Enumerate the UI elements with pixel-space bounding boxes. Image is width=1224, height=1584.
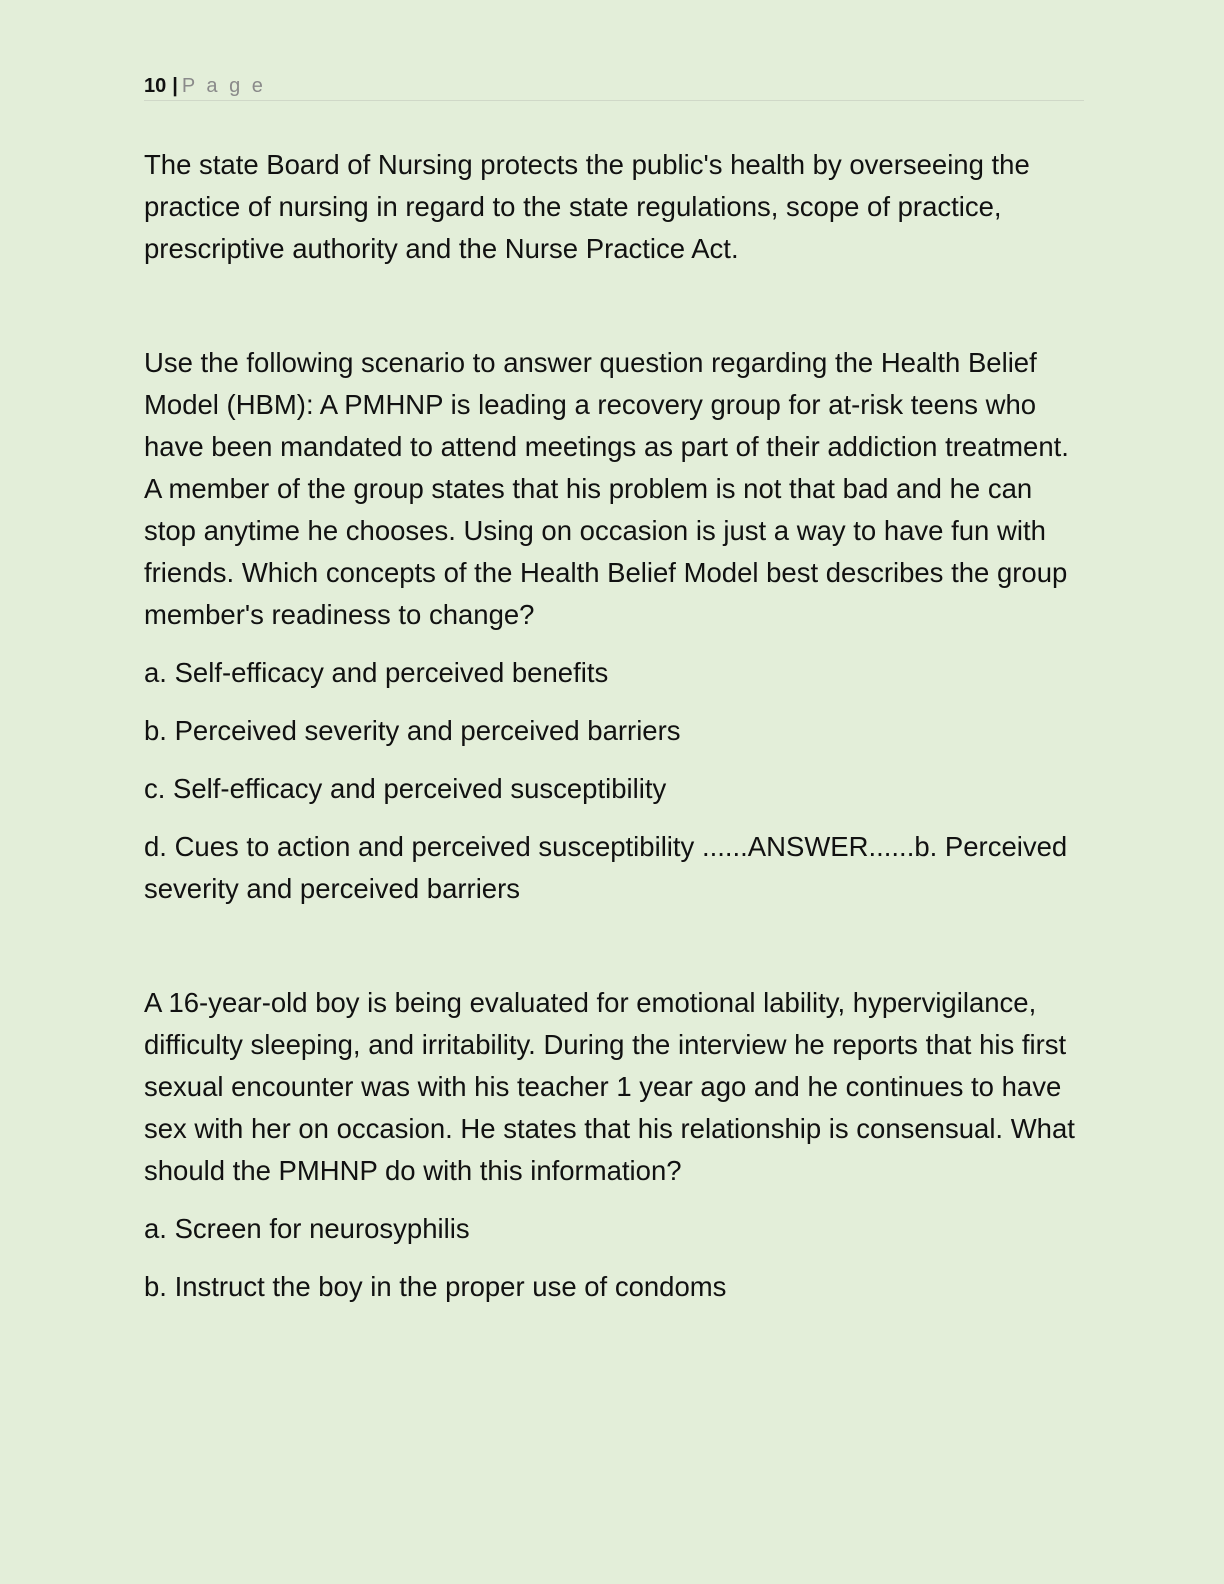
page-header [144,72,1084,101]
question-block [144,342,1084,910]
intro-paragraph: The state Board of Nursing protects the public's health by overseeing the practice of nursing in regard to the state regulations, scope of practice, prescriptive authority and the Nurse Practice Act. [144,149,1030,264]
page-content [144,144,1084,1308]
answer-option: b. Perceived severity and perceived barriers [144,715,681,746]
answer-option: c. Self-efficacy and perceived susceptibility [144,773,667,804]
answer-option: a. Self-efficacy and perceived benefits [144,657,609,688]
question-stem: Use the following scenario to answer question regarding the Health Belief Model (HBM): A PMHNP is leading a recovery group for at-risk teens who have been mandated to attend meetings as part of their addiction treatment. A member of the group states that his problem is not that bad and he can stop anytime he chooses. Using on occasion is just a way to have fun with friends. Which concepts of the Health Belief Model best describes the group member's readiness to change? [144,347,1069,630]
answer-option: b. Instruct the boy in the proper use of condoms [144,1271,727,1302]
answer-option: a. Screen for neurosyphilis [144,1213,470,1244]
page-number: 10 [144,75,167,97]
question-stem: A 16-year-old boy is being evaluated for emotional lability, hypervigilance, difficulty sleeping, and irritability. During the interview he reports that his first sexual encounter was with his teacher 1 year ago and he continues to have sex with her on occasion. He states that his relationship is consensual. What should the PMHNP do with this information? [144,987,1075,1186]
header-separator: | [172,75,178,97]
page-label: P a g e [181,75,266,97]
answer-option: d. Cues to action and perceived susceptibility ......ANSWER......b. Perceived severity and perceived barriers [144,831,1068,904]
spacer [144,270,1084,342]
spacer [144,910,1084,982]
question-block [144,982,1084,1308]
